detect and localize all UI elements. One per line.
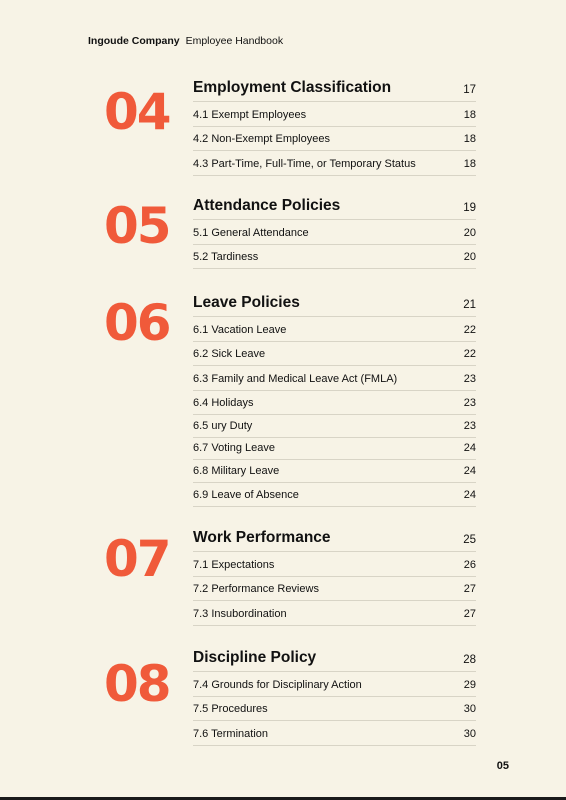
- toc-item-label: 6.3 Family and Medical Leave Act (FMLA): [193, 372, 398, 385]
- toc-item[interactable]: [193, 672, 476, 697]
- document-title: Employee Handbook: [185, 35, 284, 47]
- toc-item[interactable]: [193, 721, 476, 746]
- toc-item-page: 29: [463, 678, 476, 691]
- section-title: Discipline Policy: [193, 649, 317, 666]
- toc-item-page: 18: [463, 108, 476, 121]
- company-name: Ingoude Company: [88, 35, 180, 47]
- toc-item-page: 24: [463, 489, 476, 502]
- section-title-row[interactable]: [193, 530, 476, 552]
- toc-item[interactable]: [193, 151, 476, 176]
- toc-item-label: 6.4 Holidays: [193, 397, 254, 410]
- toc-item-label: 5.2 Tardiness: [193, 251, 259, 264]
- section-page: 19: [463, 202, 476, 214]
- section-entries: [193, 530, 476, 626]
- toc-item-label: 7.5 Procedures: [193, 703, 268, 716]
- toc-item-page: 22: [463, 348, 476, 361]
- toc-item-page: 18: [463, 157, 476, 170]
- section-title-row[interactable]: [193, 650, 476, 672]
- toc-item-label: 6.8 Military Leave: [193, 464, 280, 477]
- toc-item-page: 23: [463, 419, 476, 432]
- toc-item-page: 18: [463, 133, 476, 146]
- toc-item[interactable]: [193, 697, 476, 722]
- section-title-row[interactable]: [193, 295, 476, 317]
- toc-item[interactable]: [193, 220, 476, 245]
- toc-item-page: 20: [463, 251, 476, 264]
- section-title: Work Performance: [193, 529, 331, 546]
- section-page: 25: [463, 534, 476, 546]
- page-number: 05: [496, 760, 509, 772]
- toc-item[interactable]: [193, 317, 476, 342]
- section-number: 08: [104, 655, 170, 713]
- toc-item-label: 5.1 General Attendance: [193, 226, 309, 239]
- toc-item[interactable]: [193, 366, 476, 391]
- section-title-row[interactable]: [193, 80, 476, 102]
- toc-item[interactable]: [193, 415, 476, 438]
- toc-item-page: 26: [463, 558, 476, 571]
- toc-item-label: 4.3 Part-Time, Full-Time, or Temporary Status: [193, 157, 416, 170]
- section-page: 28: [463, 654, 476, 666]
- toc-item-page: 30: [463, 703, 476, 716]
- toc-item[interactable]: [193, 601, 476, 626]
- section-number: 05: [104, 197, 170, 255]
- toc-item-label: 7.6 Termination: [193, 727, 269, 740]
- toc-item[interactable]: [193, 552, 476, 577]
- section-page: 21: [463, 299, 476, 311]
- section-number: 04: [104, 83, 170, 141]
- toc-item-label: 7.4 Grounds for Disciplinary Action: [193, 678, 362, 691]
- section-number: 06: [104, 294, 170, 352]
- toc-item[interactable]: [193, 483, 476, 508]
- toc-item[interactable]: [193, 460, 476, 483]
- toc-item[interactable]: [193, 245, 476, 270]
- section-entries: [193, 650, 476, 746]
- section-title: Attendance Policies: [193, 197, 341, 214]
- toc-item-label: 6.7 Voting Leave: [193, 442, 275, 455]
- section-title: Leave Policies: [193, 294, 300, 311]
- toc-item[interactable]: [193, 102, 476, 127]
- toc-item-label: 6.1 Vacation Leave: [193, 323, 287, 336]
- toc-item[interactable]: [193, 391, 476, 416]
- toc-item-label: 6.2 Sick Leave: [193, 348, 266, 361]
- section-entries: [193, 80, 476, 176]
- toc-item-label: 7.1 Expectations: [193, 558, 275, 571]
- section-page: 17: [463, 84, 476, 96]
- toc-item-label: 4.2 Non-Exempt Employees: [193, 133, 330, 146]
- toc-item[interactable]: [193, 342, 476, 367]
- section-number: 07: [104, 530, 170, 588]
- toc-item-label: 7.2 Performance Reviews: [193, 583, 319, 596]
- section-title-row[interactable]: [193, 198, 476, 220]
- toc-item-page: 24: [463, 464, 476, 477]
- toc-item-page: 23: [463, 372, 476, 385]
- toc-item[interactable]: [193, 577, 476, 602]
- section-entries: [193, 295, 476, 507]
- page-header: [88, 35, 283, 47]
- toc-item-page: 22: [463, 323, 476, 336]
- section-title: Employment Classification: [193, 79, 392, 96]
- toc-item-label: 7.3 Insubordination: [193, 607, 287, 620]
- toc-item[interactable]: [193, 127, 476, 152]
- toc-item-page: 23: [463, 397, 476, 410]
- section-entries: [193, 198, 476, 269]
- toc-item-label: 6.5 ury Duty: [193, 419, 253, 432]
- toc-item-page: 24: [463, 442, 476, 455]
- toc-item-page: 27: [463, 583, 476, 596]
- toc-item-page: 20: [463, 226, 476, 239]
- toc-item-page: 30: [463, 727, 476, 740]
- toc-item-label: 4.1 Exempt Employees: [193, 108, 307, 121]
- toc-item-label: 6.9 Leave of Absence: [193, 489, 299, 502]
- toc-item-page: 27: [463, 607, 476, 620]
- toc-item[interactable]: [193, 438, 476, 461]
